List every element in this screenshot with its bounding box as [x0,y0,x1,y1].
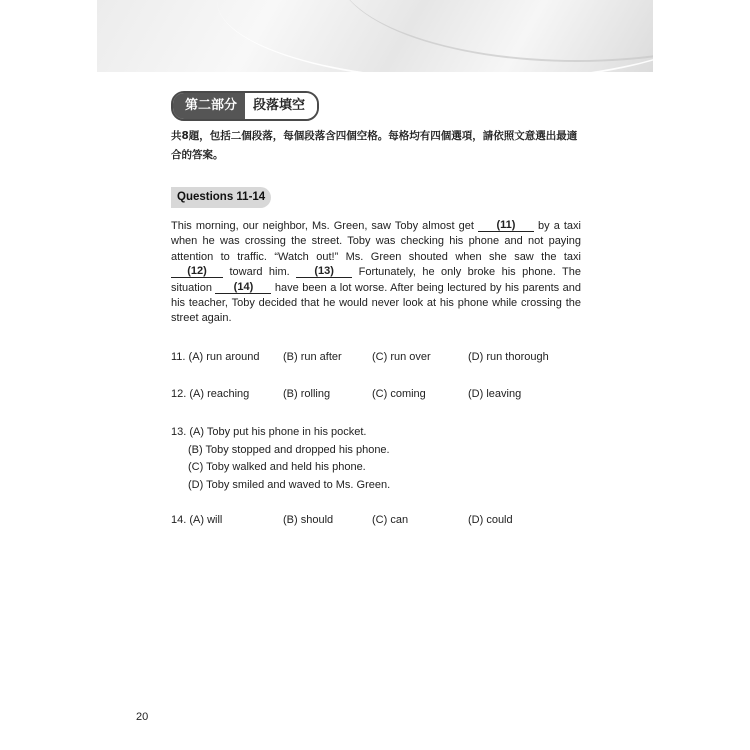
question-13-option-c: (C) Toby walked and held his phone. [188,461,366,473]
blank-11: (11) [478,220,534,232]
passage-text: toward him. [223,266,297,279]
question-11-option-d: (D) run thorough [468,351,549,363]
section-part-label: 第二部分 [173,93,245,119]
question-12-option-c: (C) coming [372,388,426,400]
passage-text: by a taxi when he was crossing the street. Toby was checking his phone and not paying attention to traffic. “Watch out!” Ms. Green shouted when she saw the taxi [171,220,581,263]
question-13-option-d: (D) Toby smiled and waved to Ms. Green. [188,478,391,491]
question-12-option-d: (D) leaving [468,388,522,400]
question-14-option-b: (B) should [283,514,334,526]
blank-14: (14) [215,282,271,294]
question-14-option-c: (C) can [372,514,409,526]
question-11-option-b: (B) run after [283,351,342,363]
question-14-option-d: (D) could [468,514,513,526]
question-11-option-a: 11. (A) run around [171,351,260,363]
blank-13: (13) [296,266,352,278]
questions-label: Questions 11-14 [171,187,271,208]
question-13-option-a: 13. (A) Toby put his phone in his pocket. [171,426,367,438]
section-badge [171,91,319,121]
question-13 [171,424,390,494]
passage-text: have been a lot worse. After being lectured by his parents and his teacher, Toby decided that he would never look at his phone while crossing the street again. [171,281,581,325]
question-13-option-b: (B) Toby stopped and dropped his phone. [188,443,390,456]
blank-12: (12) [171,266,223,278]
page-number: 20 [136,711,149,723]
question-14-option-a: 14. (A) will [171,514,223,526]
question-12-option-a: 12. (A) reaching [171,388,250,400]
question-11-option-c: (C) run over [372,351,431,363]
question-12-option-b: (B) rolling [283,388,331,400]
section-title: 段落填空 [245,93,317,119]
instructions: 共8題，包括二個段落，每個段落含四個空格。每格均有四個選項，請依照文意選出最適合的答案。 [171,130,578,161]
passage [171,219,581,327]
passage-text: Fortunately, he only broke his phone. The situation [171,266,581,294]
passage-text: This morning, our neighbor, Ms. Green, saw Toby almost get [171,220,478,232]
header-decoration [97,0,653,72]
